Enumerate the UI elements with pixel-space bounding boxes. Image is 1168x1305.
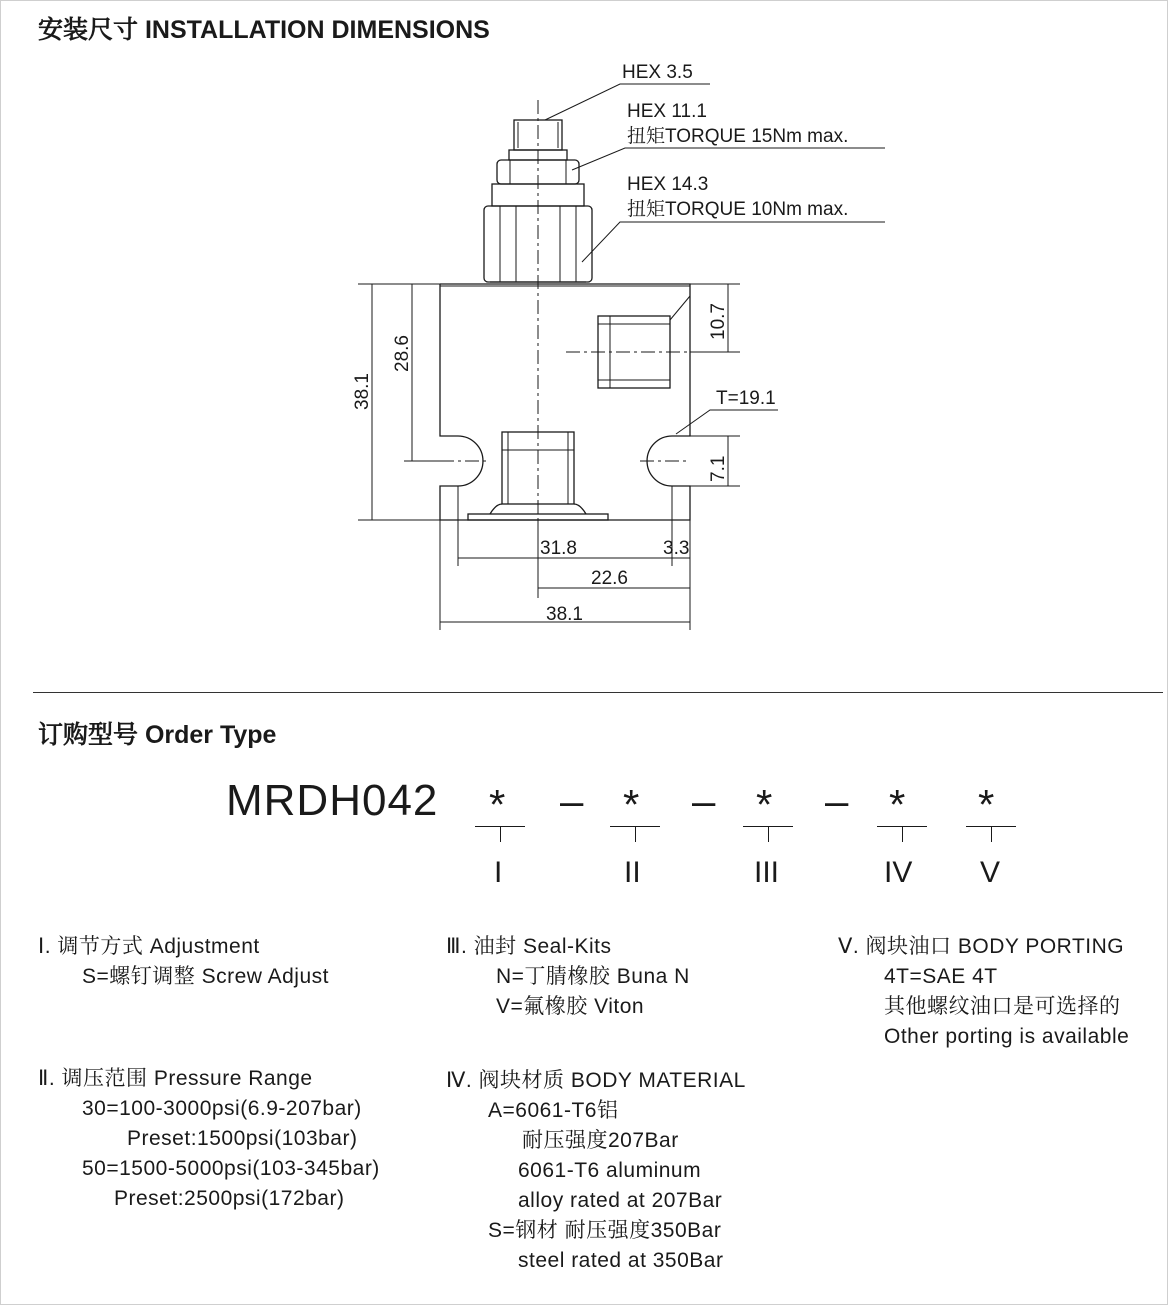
pressure-option-30: 30=100-3000psi(6.9-207bar) [82,1097,362,1120]
seals-heading: Ⅲ. 油封 Seal-Kits [446,935,612,958]
dim-side-port: 10.7 [708,303,729,340]
hex-large-label: HEX 14.3 [627,174,709,195]
porting-heading: Ⅴ. 阀块油口 BODY PORTING [838,935,1125,958]
torque-large-label: 扭矩TORQUE 10Nm max. [627,199,849,220]
pressure-option-50: 50=1500-5000psi(103-345bar) [82,1157,380,1180]
position-label-4: IV [884,856,913,889]
adjustment-section [38,932,329,992]
placeholder-3: * [756,781,773,828]
code-tick-3 [768,826,769,842]
adjustment-option-screw: S=螺钉调整 Screw Adjust [82,965,329,988]
material-option-aluminum: A=6061-T6铝 [488,1099,619,1122]
hex-mid-label: HEX 11.1 [627,101,707,122]
pressure-heading: Ⅱ. 调压范围 Pressure Range [38,1067,313,1090]
dim-width-bolt: 31.8 [540,538,577,559]
code-tick-5 [991,826,992,842]
separator-2: – [692,777,716,824]
code-tick-4 [902,826,903,842]
material-section [446,1066,746,1276]
dim-offset: 3.3 [663,538,690,559]
material-heading: Ⅳ. 阀块材质 BODY MATERIAL [446,1069,746,1092]
dim-width-total: 38.1 [546,604,583,625]
dim-height-port: 28.6 [392,335,413,372]
pressure-preset-30: Preset:1500psi(103bar) [127,1127,358,1150]
pressure-section [38,1064,380,1214]
dim-height-total: 38.1 [352,373,373,410]
installation-title: 安装尺寸 INSTALLATION DIMENSIONS [38,16,490,44]
porting-other-cn: 其他螺纹油口是可选择的 [884,995,1121,1018]
seals-option-buna: N=丁腈橡胶 Buna N [496,965,690,988]
section-divider [33,692,1163,693]
dim-slot: 7.1 [708,455,729,482]
porting-option-4t: 4T=SAE 4T [884,965,998,988]
material-option-steel: S=钢材 耐压强度350Bar [488,1219,722,1242]
order-title: 订购型号 Order Type [38,721,277,749]
placeholder-5: * [978,781,995,828]
seals-option-viton: V=氟橡胶 Viton [496,995,645,1018]
code-tick-2 [635,826,636,842]
material-steel-rating-en: steel rated at 350Bar [518,1249,724,1272]
porting-other-en: Other porting is available [884,1025,1130,1048]
adjustment-heading: Ⅰ. 调节方式 Adjustment [38,935,260,958]
position-label-2: II [624,856,641,889]
porting-section [838,932,1129,1052]
placeholder-1: * [489,781,506,828]
separator-3: – [825,777,849,824]
material-aluminum-rating-cn: 耐压强度207Bar [522,1129,679,1152]
pressure-preset-50: Preset:2500psi(172bar) [114,1187,345,1210]
separator-1: – [560,777,584,824]
dim-thickness: T=19.1 [716,388,776,409]
seals-section [446,932,690,1022]
model-code: MRDH042 [226,776,439,825]
valve-body [440,284,690,520]
dim-center: 22.6 [591,568,628,589]
placeholder-4: * [889,781,906,828]
placeholder-2: * [623,781,640,828]
torque-mid-label: 扭矩TORQUE 15Nm max. [627,126,849,147]
code-tick-1 [500,826,501,842]
position-label-3: III [754,856,780,889]
dimension-lines [358,284,740,630]
position-label-5: V [980,856,1001,889]
material-aluminum-rating-en: alloy rated at 207Bar [518,1189,723,1212]
position-label-1: I [494,856,503,889]
hex-small-label: HEX 3.5 [622,62,693,83]
material-aluminum-name-en: 6061-T6 aluminum [518,1159,702,1182]
